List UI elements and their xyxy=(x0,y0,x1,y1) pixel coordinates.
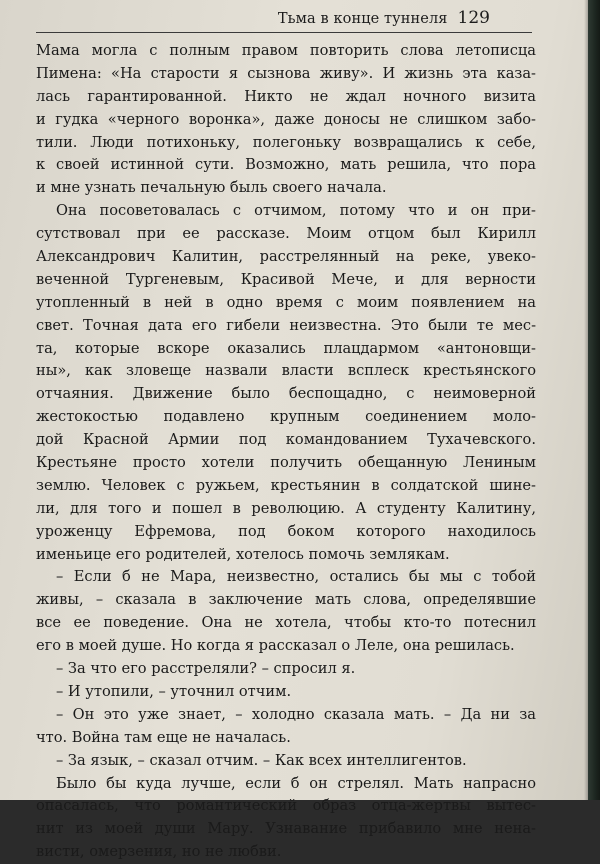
text-line: Пимена: «На старости я сызнова живу». И жизнь эта каза- xyxy=(36,64,536,82)
text-line: и мне узнать печальную быль своего начала. xyxy=(36,179,387,197)
text-line: его в моей душе. Но когда я рассказал о Леле, она решилась. xyxy=(36,637,515,655)
text-line: веченной Тургеневым, Красивой Мече, и для верности xyxy=(36,270,536,288)
text-line: утопленный в ней в одно время с моим появлением на xyxy=(36,293,536,311)
text-line: жестокостью подавлено крупным соединением моло- xyxy=(36,408,536,426)
text-line: все ее поведение. Она не хотела, чтобы кто-то потеснил xyxy=(36,614,536,632)
text-line: опасалась, что романтический образ отца-жертвы вытес- xyxy=(36,797,536,815)
page-number: 129 xyxy=(457,8,490,28)
text-line: уроженцу Ефремова, под боком которого находилось xyxy=(36,522,536,540)
text-line: Было бы куда лучше, если б он стрелял. Мать напрасно xyxy=(56,774,536,792)
text-line: лась гарантированной. Никто не ждал ночного визита xyxy=(36,87,536,105)
text-line: свет. Точная дата его гибели неизвестна. Это были те мес- xyxy=(36,316,536,334)
book-cover-edge xyxy=(588,0,600,800)
text-line: что. Война там еще не началась. xyxy=(36,728,291,746)
text-line: землю. Человек с ружьем, крестьянин в солдатской шине- xyxy=(36,476,536,494)
text-line: именьице его родителей, хотелось помочь землякам. xyxy=(36,545,450,563)
text-line: живы, – сказала в заключение мать слова, определявшие xyxy=(36,591,536,609)
text-line: сутствовал при ее рассказе. Моим отцом был Кирилл xyxy=(36,225,536,243)
text-line: – За язык, – сказал отчим. – Как всех интеллигентов. xyxy=(56,751,467,769)
page-text-body xyxy=(36,40,536,864)
text-line: и гудка «черного воронка», даже доносы не слишком забо- xyxy=(36,110,536,128)
text-line: ли, для того и пошел в революцию. А студенту Калитину, xyxy=(36,499,536,517)
text-line: нит из моей души Мару. Узнавание прибавило мне нена- xyxy=(36,820,536,838)
text-line: ны», как зловеще назвали власти всплеск крестьянского xyxy=(36,362,536,380)
text-line: Крестьяне просто хотели получить обещанную Лениным xyxy=(36,454,536,472)
text-line: Она посоветовалась с отчимом, потому что и он при- xyxy=(56,202,536,220)
text-line: – И утопили, – уточнил отчим. xyxy=(56,682,292,700)
text-line: висти, омерзения, но не любви. xyxy=(36,843,282,861)
header-rule xyxy=(36,32,532,33)
running-header xyxy=(278,8,490,28)
text-line: – За что его расстреляли? – спросил я. xyxy=(56,660,356,678)
text-line: отчаяния. Движение было беспощадно, с неимоверной xyxy=(36,385,536,403)
text-line: Мама могла с полным правом повторить слова летописца xyxy=(36,42,536,59)
text-line: к своей истинной сути. Возможно, мать решила, что пора xyxy=(36,156,536,174)
text-line: – Если б не Мара, неизвестно, остались бы мы с тобой xyxy=(56,568,536,586)
text-line: – Он это уже знает, – холодно сказала мать. – Да ни за xyxy=(56,705,536,723)
text-line: тили. Люди потихоньку, полегоньку возвращались к себе, xyxy=(36,133,536,151)
text-line: дой Красной Армии под командованием Тухачевского. xyxy=(36,431,536,449)
text-line: Александрович Калитин, расстрелянный на реке, увеко- xyxy=(36,248,536,266)
running-header-title: Тьма в конце туннеля xyxy=(277,11,448,27)
text-line: та, которые вскоре оказались плацдармом «антоновщи- xyxy=(36,339,536,357)
